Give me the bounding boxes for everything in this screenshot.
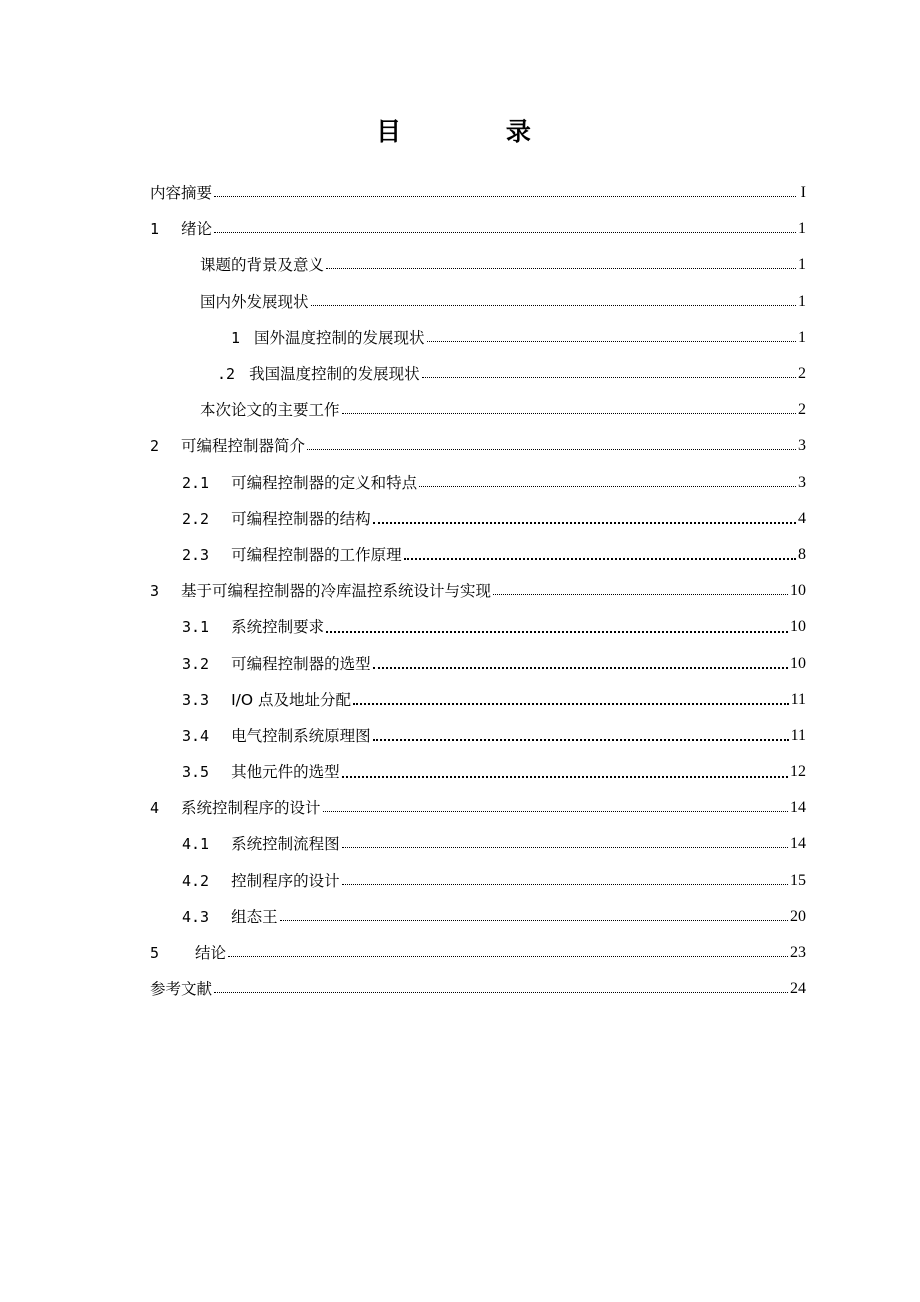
toc-entry-3-2[interactable] xyxy=(150,645,806,681)
toc-entry-number: 1 xyxy=(231,328,241,347)
dot-leader xyxy=(228,955,788,957)
toc-page-number: 2 xyxy=(798,401,806,419)
dot-leader xyxy=(353,702,789,705)
toc-entry-number: 3 xyxy=(150,582,160,601)
dot-leader xyxy=(342,775,788,778)
toc-entry-text: 组态王 xyxy=(231,907,278,926)
toc-entry-text: 控制程序的设计 xyxy=(231,871,340,890)
toc-entry-text: 内容摘要 xyxy=(150,184,213,203)
toc-entry-text: 绪论 xyxy=(181,220,213,239)
dot-leader xyxy=(214,991,788,993)
toc-entry-chapter-4[interactable] xyxy=(150,790,806,826)
toc-entry-status[interactable] xyxy=(150,284,806,320)
dot-leader xyxy=(323,810,788,812)
toc-entry-text: 可编程控制器的结构 xyxy=(231,509,371,528)
toc-entry-number: 1 xyxy=(150,220,160,239)
toc-entry-number: 3.3 xyxy=(182,690,210,709)
toc-entry-chapter-1[interactable] xyxy=(150,211,806,247)
toc-entry-number: 5 xyxy=(150,944,160,963)
toc-entry-abstract[interactable] xyxy=(150,175,806,211)
toc-page-number: 3 xyxy=(798,437,806,455)
dot-leader xyxy=(214,231,796,233)
toc-entry-text: 可编程控制器简介 xyxy=(181,437,306,456)
toc-entry-text: 系统控制流程图 xyxy=(231,835,340,854)
toc-entry-number: 4 xyxy=(150,799,160,818)
toc-entry-number: 2 xyxy=(150,437,160,456)
toc-page-number: 10 xyxy=(790,582,806,600)
dot-leader xyxy=(307,448,796,450)
toc-entry-text: 参考文献 xyxy=(150,980,213,999)
toc-entry-3-4[interactable] xyxy=(150,718,806,754)
toc-entry-text: 课题的背景及意义 xyxy=(200,256,325,275)
toc-entry-domestic-status[interactable] xyxy=(150,356,806,392)
toc-entry-number: 2.1 xyxy=(182,473,210,492)
toc-entry-3-5[interactable] xyxy=(150,754,806,790)
table-of-contents xyxy=(150,175,806,1007)
toc-entry-text: 系统控制程序的设计 xyxy=(181,799,321,818)
toc-page-number: 10 xyxy=(790,654,806,672)
toc-page-number: 11 xyxy=(790,726,806,744)
dot-leader xyxy=(326,267,796,269)
toc-entry-number: .2 xyxy=(217,365,236,384)
dot-leader xyxy=(493,593,788,595)
dot-leader xyxy=(373,666,788,669)
toc-entry-background[interactable] xyxy=(150,247,806,283)
toc-entry-4-2[interactable] xyxy=(150,863,806,899)
toc-page-number: 2 xyxy=(798,365,806,383)
toc-entry-4-3[interactable] xyxy=(150,899,806,935)
toc-entry-foreign-status[interactable] xyxy=(150,320,806,356)
toc-entry-text: 基于可编程控制器的冷库温控系统设计与实现 xyxy=(181,582,492,601)
toc-entry-2-2[interactable] xyxy=(150,501,806,537)
toc-entry-number: 3.5 xyxy=(182,763,210,782)
toc-entry-text: 本次论文的主要工作 xyxy=(200,401,340,420)
dot-leader xyxy=(373,521,796,524)
toc-entry-text: 系统控制要求 xyxy=(231,618,325,637)
toc-entry-main-work[interactable] xyxy=(150,392,806,428)
toc-page-number: 1 xyxy=(798,256,806,274)
toc-entry-number: 4.3 xyxy=(182,907,210,926)
dot-leader xyxy=(422,376,796,378)
toc-entry-text: 国内外发展现状 xyxy=(200,292,309,311)
toc-entry-text: I/O 点及地址分配 xyxy=(231,690,352,709)
toc-page-number: I xyxy=(800,184,806,202)
toc-entry-4-1[interactable] xyxy=(150,826,806,862)
toc-entry-chapter-3[interactable] xyxy=(150,573,806,609)
dot-leader xyxy=(214,195,796,197)
toc-page-number: 3 xyxy=(798,473,806,491)
toc-entry-number: 4.2 xyxy=(182,871,210,890)
toc-page-number: 10 xyxy=(790,618,806,636)
toc-entry-number: 3.1 xyxy=(182,618,210,637)
toc-entry-3-3[interactable] xyxy=(150,682,806,718)
page-title: 目 录 xyxy=(376,117,579,146)
toc-page-number: 8 xyxy=(798,545,806,563)
toc-entry-references[interactable] xyxy=(150,971,806,1007)
toc-page-number: 24 xyxy=(790,980,806,998)
toc-entry-chapter-5[interactable] xyxy=(150,935,806,971)
toc-entry-text: 可编程控制器的定义和特点 xyxy=(231,473,418,492)
toc-entry-number: 2.2 xyxy=(182,509,210,528)
toc-entry-text: 其他元件的选型 xyxy=(231,763,340,782)
dot-leader xyxy=(373,738,789,741)
toc-entry-chapter-2[interactable] xyxy=(150,428,806,464)
toc-page-number: 23 xyxy=(790,944,806,962)
toc-page-number: 11 xyxy=(790,690,806,708)
toc-entry-2-1[interactable] xyxy=(150,465,806,501)
toc-entry-number: 2.3 xyxy=(182,545,210,564)
toc-entry-number: 3.2 xyxy=(182,654,210,673)
toc-entry-text: 结论 xyxy=(195,944,227,963)
toc-entry-3-1[interactable] xyxy=(150,609,806,645)
toc-entry-text: 我国温度控制的发展现状 xyxy=(249,365,420,384)
dot-leader xyxy=(427,340,796,342)
toc-entry-text: 电气控制系统原理图 xyxy=(231,726,371,745)
dot-leader xyxy=(342,412,796,414)
dot-leader xyxy=(419,485,796,487)
toc-page-number: 4 xyxy=(798,509,806,527)
toc-entry-text: 可编程控制器的工作原理 xyxy=(231,545,402,564)
toc-page-number: 14 xyxy=(790,835,806,853)
toc-page-number: 20 xyxy=(790,907,806,925)
toc-page-number: 1 xyxy=(798,292,806,310)
dot-leader xyxy=(404,557,796,560)
dot-leader xyxy=(311,304,796,306)
toc-page-number: 15 xyxy=(790,871,806,889)
dot-leader xyxy=(342,846,788,848)
toc-page-number: 1 xyxy=(798,220,806,238)
toc-page-number: 1 xyxy=(798,328,806,346)
toc-entry-number: 3.4 xyxy=(182,726,210,745)
dot-leader xyxy=(342,883,788,885)
toc-page-number: 12 xyxy=(790,763,806,781)
toc-entry-number: 4.1 xyxy=(182,835,210,854)
toc-entry-text: 国外温度控制的发展现状 xyxy=(254,328,425,347)
toc-entry-2-3[interactable] xyxy=(150,537,806,573)
dot-leader xyxy=(280,919,788,921)
toc-page-number: 14 xyxy=(790,799,806,817)
dot-leader xyxy=(326,630,788,633)
toc-entry-text: 可编程控制器的选型 xyxy=(231,654,371,673)
